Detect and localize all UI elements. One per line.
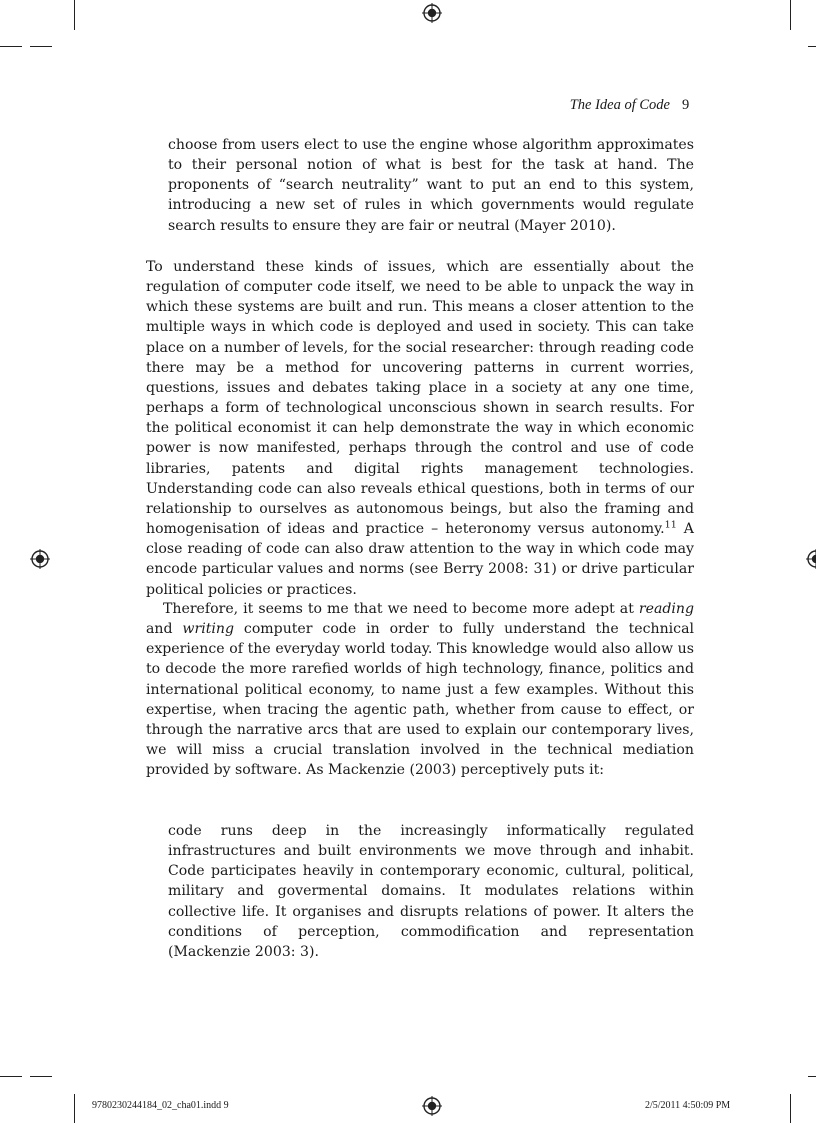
paragraph-1 [146,257,694,600]
paragraph-1-text: To understand these kinds of issues, which are essentially about the regulation of computer code itself, we need to be able to unpack the way in which these systems are built and run. This means a closer attention to the multiple ways in which code is deployed and used in society. This can take place on a number of levels, for the social researcher: through reading code there may be a method for uncovering patterns in current worries, questions, issues and debates taking place in a society at any one time, perhaps a form of technological unconscious shown in search results. For the political economist it can help demonstrate the way in which economic power is now manifested, perhaps through the control and use of code libraries, patents and digital rights management technologies. Understanding code can also reveals ethical questions, both in terms of our relationship to ourselves as autonomous beings, but also the framing and homogenisation of ideas and practice – heteronomy versus autonomy. [146,259,694,538]
crop-mark-icon [808,46,816,47]
registration-mark-icon [30,549,50,569]
block-quote-2: code runs deep in the increasingly informatically regulated infrastructures and built environments we move through and inhabit. Code participates heavily in contemporary economic, cultural, political, military and govermental domains. It modulates relations within collective life. It organises and disrupts relations of power. It alters the conditions of perception, commodification and representation (Mackenzie 2003: 3). [168,823,694,960]
registration-mark-icon [422,1096,442,1116]
crop-mark-icon [30,46,52,47]
emphasis-reading: reading [638,601,694,617]
crop-mark-icon [30,1076,52,1077]
registration-mark-icon [806,549,816,569]
timestamp: 2/5/2011 4:50:09 PM [645,1100,731,1111]
paragraph-1-text-cont: A close reading of code can also draw attention to the way in which code may encode particular values and norms (see Berry 2008: 31) or drive particular political policies or practices. [146,521,694,598]
paragraph-2-text-cont: computer code in order to fully understand the technical experience of the everyday world today. This knowledge would also allow us to decode the more rarefied worlds of high technology, finance, politics and international political economy, to name just a few examples. Without this expertise, when tracing the agentic path, whether from cause to effect, or through the narrative arcs that are used to explain our contemporary lives, we will miss a crucial translation involved in the technical mediation provided by software. As Mackenzie (2003) perceptively puts it: [146,621,694,779]
running-title: The Idea of Code [569,97,670,113]
crop-mark-icon [790,0,791,30]
emphasis-writing: writing [182,621,235,638]
paragraph-2-text: Therefore, it seems to me that we need to become more adept at [163,601,639,617]
crop-mark-icon [808,1076,816,1077]
crop-mark-icon [74,1094,75,1123]
block-quote-1: choose from users elect to use the engine whose algorithm approximates to their personal notion of what is best for the task at hand. The proponents of “search neutrality” want to put an end to this system, introducing a new set of rules in which governments would regulate search results to ensure they are fair or neutral (Mayer 2010). [168,137,694,234]
file-name: 9780230244184_02_cha01.indd 9 [92,1100,229,1111]
registration-mark-icon [422,3,442,23]
crop-mark-icon [790,1094,791,1123]
crop-mark-icon [74,0,75,30]
crop-mark-icon [0,1076,22,1077]
crop-mark-icon [0,46,22,47]
page-number: 9 [682,97,690,113]
paragraph-2 [146,599,694,780]
footnote-ref: 11 [664,519,677,531]
paragraph-2-and: and [146,621,183,638]
